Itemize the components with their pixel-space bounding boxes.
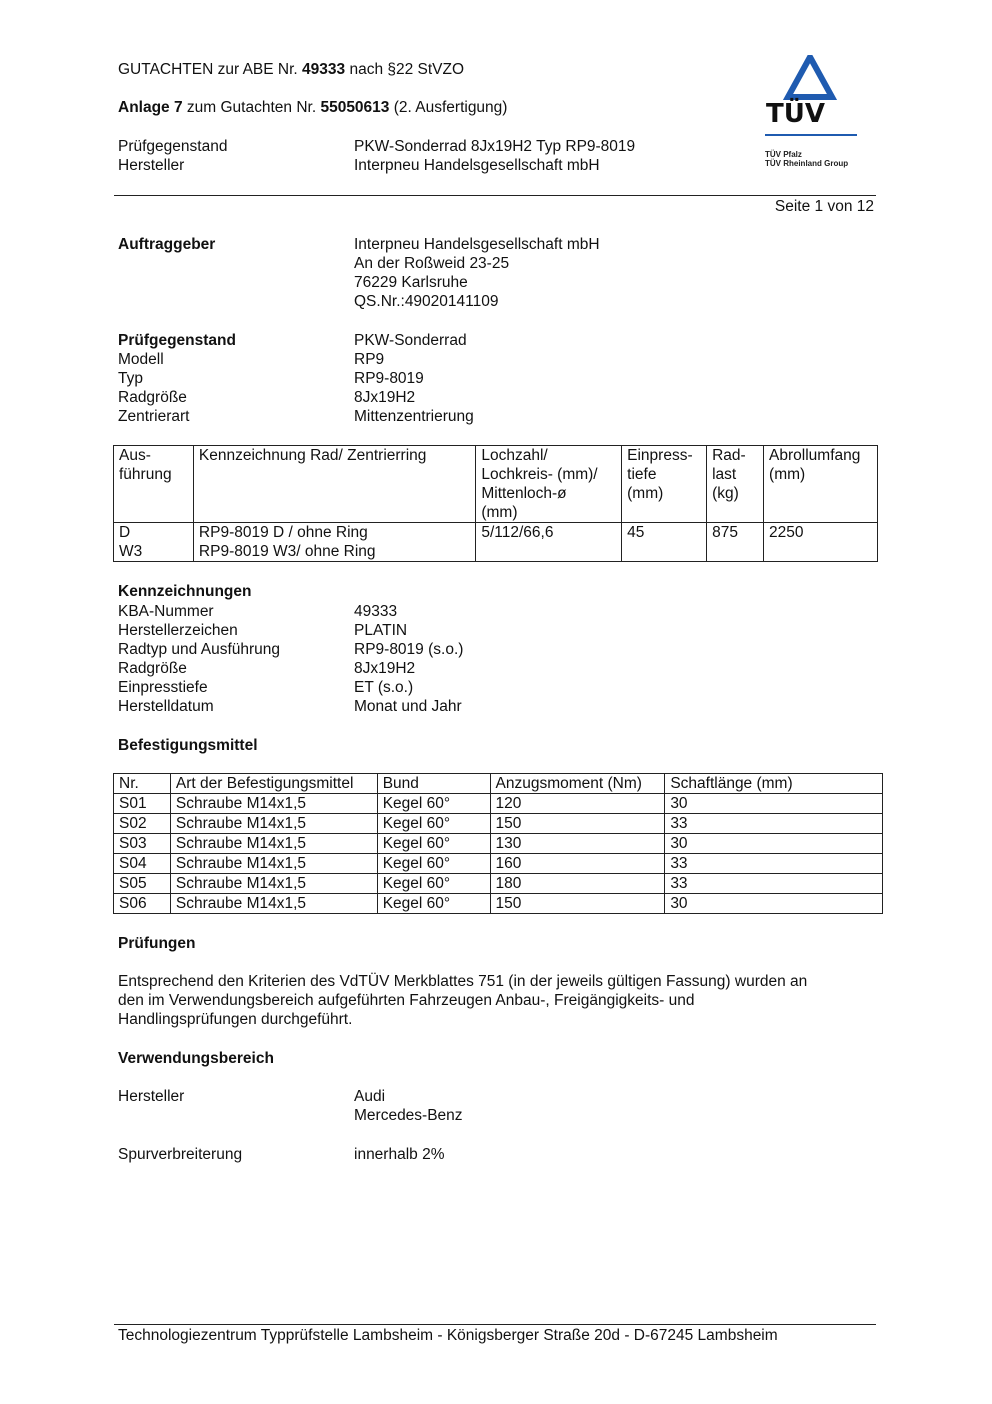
footer-rule <box>114 1324 876 1325</box>
pruefgegenstand-label: Prüfgegenstand <box>118 332 236 349</box>
table-header-row <box>114 774 883 794</box>
header-pg-value: PKW-Sonderrad 8Jx19H2 Typ RP9-8019 <box>354 138 636 155</box>
table-header-cell: Nr. <box>114 774 171 794</box>
table-cell: Schraube M14x1,5 <box>170 814 377 834</box>
field-value: 8Jx19H2 <box>354 389 416 406</box>
field-value: Monat und Jahr <box>354 698 462 715</box>
table-cell: Kegel 60° <box>377 814 490 834</box>
table-header-cell: Anzugsmoment (Nm) <box>490 774 665 794</box>
spur-value: innerhalb 2% <box>354 1146 445 1163</box>
table-header-cell: Bund <box>377 774 490 794</box>
verwendung-title: Verwendungsbereich <box>118 1050 274 1067</box>
header-hs-label: Hersteller <box>118 157 185 174</box>
table-row <box>114 794 883 814</box>
table-header-cell: Rad- last (kg) <box>707 446 764 523</box>
field-label: Radgröße <box>118 389 187 406</box>
table-header-row <box>114 446 878 523</box>
field-value: 49333 <box>354 603 398 620</box>
table-cell: 33 <box>665 854 883 874</box>
table-cell: S02 <box>114 814 171 834</box>
table-cell: S06 <box>114 894 171 914</box>
befestigung-title: Befestigungsmittel <box>118 737 258 754</box>
field-value: ET (s.o.) <box>354 679 414 696</box>
field-value: RP9-8019 <box>354 370 424 387</box>
table-cell: 33 <box>665 874 883 894</box>
tuv-logo <box>758 55 868 175</box>
field-label: Typ <box>118 370 143 387</box>
table-cell: 45 <box>622 523 707 562</box>
tuv-logo-text: TÜV <box>766 99 825 129</box>
header-text: (2. Ausfertigung) <box>389 99 508 116</box>
address-line: Interpneu Handelsgesellschaft mbH <box>354 236 600 253</box>
field-label: Radtyp und Ausführung <box>118 641 281 658</box>
header-text: nach §22 StVZO <box>345 61 465 78</box>
table-cell: Schraube M14x1,5 <box>170 834 377 854</box>
table-cell: 30 <box>665 794 883 814</box>
header-text: zum Gutachten Nr. <box>182 99 321 116</box>
table-cell: 5/112/66,6 <box>476 523 622 562</box>
table-header-cell: Schaftlänge (mm) <box>665 774 883 794</box>
address-line: An der Roßweid 23-25 <box>354 255 510 272</box>
paragraph-line: Entsprechend den Kriterien des VdTÜV Merkblattes 751 (in der jeweils gültigen Fassung) wurden an <box>118 973 808 990</box>
tuv-logo-sub2: TÜV Rheinland Group <box>765 159 849 168</box>
table-cell: Schraube M14x1,5 <box>170 874 377 894</box>
table-cell: Schraube M14x1,5 <box>170 854 377 874</box>
table-row <box>114 874 883 894</box>
field-value: 8Jx19H2 <box>354 660 416 677</box>
table-cell: S01 <box>114 794 171 814</box>
field-value: PLATIN <box>354 622 408 639</box>
fastener-table <box>113 773 883 914</box>
table-header-cell: Kennzeichnung Rad/ Zentrierring <box>193 446 475 523</box>
header-text: GUTACHTEN zur ABE Nr. <box>118 61 303 78</box>
field-value: RP9 <box>354 351 385 368</box>
table-cell: S03 <box>114 834 171 854</box>
table-cell: Kegel 60° <box>377 894 490 914</box>
table-cell: 2250 <box>764 523 878 562</box>
table-row <box>114 834 883 854</box>
pruefgegenstand-value: PKW-Sonderrad <box>354 332 467 349</box>
table-cell: Schraube M14x1,5 <box>170 794 377 814</box>
table-header-cell: Abrollumfang (mm) <box>764 446 878 523</box>
paragraph-line: den im Verwendungsbereich aufgeführten Fahrzeugen Anbau-, Freigängigkeits- und <box>118 992 695 1009</box>
kennzeichnungen-title: Kennzeichnungen <box>118 583 252 600</box>
pruefungen-paragraph <box>118 972 878 1029</box>
field-label: Zentrierart <box>118 408 190 425</box>
table-cell: 875 <box>707 523 764 562</box>
paragraph-line: Handlingsprüfungen durchgeführt. <box>118 1011 353 1028</box>
pruefungen-title: Prüfungen <box>118 935 196 952</box>
table-cell: RP9-8019 D / ohne Ring RP9-8019 W3/ ohne Ring <box>193 523 475 562</box>
table-cell: Kegel 60° <box>377 794 490 814</box>
hersteller-value: Audi <box>354 1088 386 1105</box>
field-label: Einpresstiefe <box>118 679 208 696</box>
address-line: 76229 Karlsruhe <box>354 274 468 291</box>
anlage-label: Anlage 7 <box>118 99 183 116</box>
field-label: Modell <box>118 351 164 368</box>
table-header-cell: Einpress- tiefe (mm) <box>622 446 707 523</box>
table-cell: 30 <box>665 834 883 854</box>
page-number: Seite 1 von 12 <box>774 198 874 215</box>
hersteller-label: Hersteller <box>118 1088 185 1105</box>
hersteller-values <box>354 1087 463 1125</box>
table-cell: Schraube M14x1,5 <box>170 894 377 914</box>
table-header-cell: Aus- führung <box>114 446 194 523</box>
table-row <box>114 854 883 874</box>
header-hs-value: Interpneu Handelsgesellschaft mbH <box>354 157 600 174</box>
header-line-2 <box>118 98 507 117</box>
address-line: QS.Nr.:49020141109 <box>354 293 499 310</box>
table-cell: 130 <box>490 834 665 854</box>
table-row <box>114 814 883 834</box>
field-label: Herstelldatum <box>118 698 214 715</box>
table-cell: Kegel 60° <box>377 874 490 894</box>
field-label: Radgröße <box>118 660 187 677</box>
field-value: Mittenzentrierung <box>354 408 474 425</box>
table-cell: Kegel 60° <box>377 854 490 874</box>
table-cell: 30 <box>665 894 883 914</box>
table-cell: 150 <box>490 814 665 834</box>
table-row <box>114 894 883 914</box>
table-cell: S05 <box>114 874 171 894</box>
table-cell: D W3 <box>114 523 194 562</box>
footer-text: Technologiezentrum Typprüfstelle Lambsheim - Königsberger Straße 20d - D-67245 Lambsheim <box>118 1327 778 1344</box>
tuv-logo-sub1: TÜV Pfalz <box>765 150 802 159</box>
table-header-cell: Art der Befestigungsmittel <box>170 774 377 794</box>
abe-number: 49333 <box>302 61 346 78</box>
table-cell: 180 <box>490 874 665 894</box>
hersteller-value: Mercedes-Benz <box>354 1107 463 1124</box>
table-cell: Kegel 60° <box>377 834 490 854</box>
header-line-1 <box>118 60 464 79</box>
field-label: Herstellerzeichen <box>118 622 238 639</box>
table-cell: 150 <box>490 894 665 914</box>
table-row <box>114 523 878 562</box>
table-header-cell: Lochzahl/ Lochkreis- (mm)/ Mittenloch-ø (mm) <box>476 446 622 523</box>
table-cell: S04 <box>114 854 171 874</box>
auftraggeber-label: Auftraggeber <box>118 236 216 253</box>
table-cell: 160 <box>490 854 665 874</box>
auftraggeber-address <box>354 235 600 311</box>
table-cell: 33 <box>665 814 883 834</box>
spur-label: Spurverbreiterung <box>118 1146 243 1163</box>
wheel-spec-table <box>113 445 878 562</box>
gutachten-number: 55050613 <box>320 99 390 116</box>
tuv-logo-rule <box>765 134 857 136</box>
field-value: RP9-8019 (s.o.) <box>354 641 464 658</box>
field-label: KBA-Nummer <box>118 603 214 620</box>
header-pg-label: Prüfgegenstand <box>118 138 228 155</box>
table-cell: 120 <box>490 794 665 814</box>
header-rule <box>114 195 876 196</box>
